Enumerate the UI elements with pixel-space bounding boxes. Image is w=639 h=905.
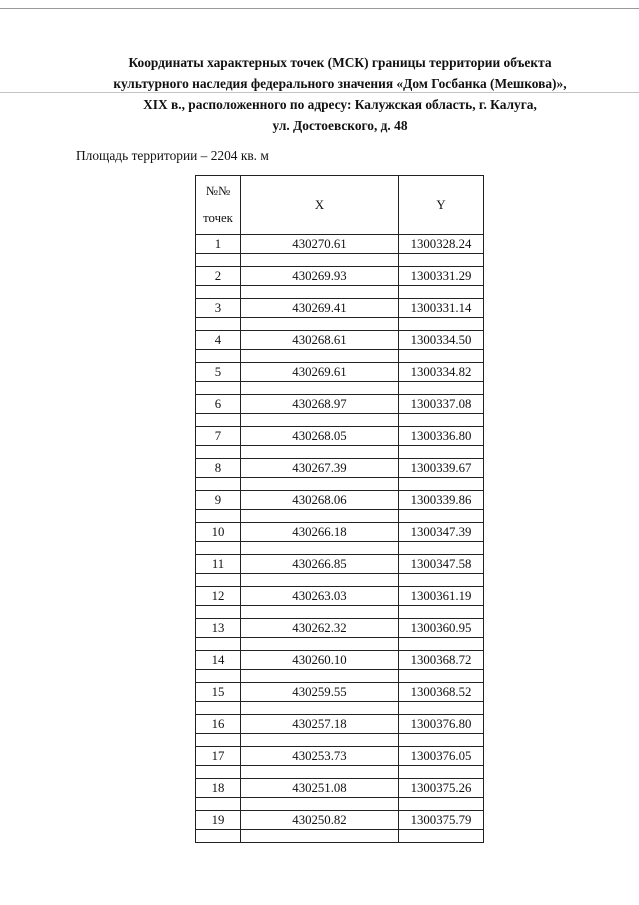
header-point-number (196, 176, 241, 235)
table-spacer-row (196, 670, 484, 683)
empty-cell (241, 510, 399, 523)
empty-cell (399, 542, 484, 555)
point-number-cell: 8 (196, 459, 241, 478)
empty-cell (196, 318, 241, 331)
empty-cell (241, 254, 399, 267)
y-coordinate-cell: 1300375.26 (399, 779, 484, 798)
empty-cell (399, 830, 484, 843)
empty-cell (399, 574, 484, 587)
table-spacer-row (196, 798, 484, 811)
x-coordinate-cell: 430260.10 (241, 651, 399, 670)
table-spacer-row (196, 510, 484, 523)
empty-cell (241, 638, 399, 651)
point-number-cell: 10 (196, 523, 241, 542)
empty-cell (196, 414, 241, 427)
table-spacer-row (196, 382, 484, 395)
table-row (196, 715, 484, 734)
point-number-cell: 7 (196, 427, 241, 446)
x-coordinate-cell: 430270.61 (241, 235, 399, 254)
empty-cell (241, 766, 399, 779)
empty-cell (399, 638, 484, 651)
document-title (40, 52, 639, 136)
table-row (196, 587, 484, 606)
point-number-cell: 16 (196, 715, 241, 734)
table-row (196, 683, 484, 702)
y-coordinate-cell: 1300368.72 (399, 651, 484, 670)
header-x: X (241, 176, 399, 235)
table-row (196, 651, 484, 670)
table-row (196, 395, 484, 414)
x-coordinate-cell: 430268.05 (241, 427, 399, 446)
table-row (196, 779, 484, 798)
point-number-cell: 6 (196, 395, 241, 414)
table-row (196, 331, 484, 350)
empty-cell (241, 542, 399, 555)
title-line-3: XIX в., расположенного по адресу: Калужская область, г. Калуга, (143, 97, 537, 112)
point-number-cell: 2 (196, 267, 241, 286)
empty-cell (196, 638, 241, 651)
empty-cell (399, 766, 484, 779)
empty-cell (196, 510, 241, 523)
point-number-cell: 11 (196, 555, 241, 574)
table-spacer-row (196, 446, 484, 459)
table-spacer-row (196, 766, 484, 779)
point-number-cell: 18 (196, 779, 241, 798)
table-spacer-row (196, 830, 484, 843)
table-spacer-row (196, 478, 484, 491)
y-coordinate-cell: 1300368.52 (399, 683, 484, 702)
empty-cell (399, 670, 484, 683)
y-coordinate-cell: 1300360.95 (399, 619, 484, 638)
empty-cell (399, 606, 484, 619)
x-coordinate-cell: 430251.08 (241, 779, 399, 798)
point-number-cell: 17 (196, 747, 241, 766)
empty-cell (196, 766, 241, 779)
y-coordinate-cell: 1300347.39 (399, 523, 484, 542)
x-coordinate-cell: 430259.55 (241, 683, 399, 702)
table-spacer-row (196, 286, 484, 299)
table-spacer-row (196, 414, 484, 427)
y-coordinate-cell: 1300337.08 (399, 395, 484, 414)
point-number-cell: 5 (196, 363, 241, 382)
table-row (196, 491, 484, 510)
scan-edge-line-top (0, 8, 639, 9)
table-spacer-row (196, 702, 484, 715)
header-point-number-line-2: точек (203, 211, 233, 225)
table-spacer-row (196, 574, 484, 587)
title-line-4: ул. Достоевского, д. 48 (272, 118, 408, 133)
empty-cell (241, 350, 399, 363)
empty-cell (241, 318, 399, 331)
table-row (196, 619, 484, 638)
table-spacer-row (196, 606, 484, 619)
empty-cell (196, 830, 241, 843)
empty-cell (241, 702, 399, 715)
table-row (196, 555, 484, 574)
empty-cell (399, 478, 484, 491)
y-coordinate-cell: 1300328.24 (399, 235, 484, 254)
y-coordinate-cell: 1300376.05 (399, 747, 484, 766)
table-row (196, 747, 484, 766)
empty-cell (241, 606, 399, 619)
empty-cell (241, 286, 399, 299)
header-point-number-line-1: №№ (205, 184, 231, 198)
table-spacer-row (196, 318, 484, 331)
empty-cell (196, 702, 241, 715)
point-number-cell: 14 (196, 651, 241, 670)
y-coordinate-cell: 1300339.86 (399, 491, 484, 510)
empty-cell (196, 382, 241, 395)
y-coordinate-cell: 1300334.82 (399, 363, 484, 382)
point-number-cell: 3 (196, 299, 241, 318)
empty-cell (196, 670, 241, 683)
x-coordinate-cell: 430257.18 (241, 715, 399, 734)
x-coordinate-cell: 430269.61 (241, 363, 399, 382)
table-row (196, 363, 484, 382)
empty-cell (241, 574, 399, 587)
table-spacer-row (196, 254, 484, 267)
table-spacer-row (196, 638, 484, 651)
x-coordinate-cell: 430263.03 (241, 587, 399, 606)
x-coordinate-cell: 430253.73 (241, 747, 399, 766)
point-number-cell: 15 (196, 683, 241, 702)
x-coordinate-cell: 430266.18 (241, 523, 399, 542)
empty-cell (399, 350, 484, 363)
header-y: Y (399, 176, 484, 235)
empty-cell (399, 510, 484, 523)
empty-cell (196, 254, 241, 267)
x-coordinate-cell: 430268.61 (241, 331, 399, 350)
empty-cell (196, 478, 241, 491)
empty-cell (196, 734, 241, 747)
y-coordinate-cell: 1300331.29 (399, 267, 484, 286)
empty-cell (241, 798, 399, 811)
empty-cell (241, 830, 399, 843)
empty-cell (196, 798, 241, 811)
table-row (196, 427, 484, 446)
point-number-cell: 13 (196, 619, 241, 638)
empty-cell (241, 382, 399, 395)
table-spacer-row (196, 350, 484, 363)
x-coordinate-cell: 430268.06 (241, 491, 399, 510)
x-coordinate-cell: 430262.32 (241, 619, 399, 638)
coordinates-table-body (196, 176, 484, 843)
table-spacer-row (196, 542, 484, 555)
y-coordinate-cell: 1300336.80 (399, 427, 484, 446)
point-number-cell: 1 (196, 235, 241, 254)
point-number-cell: 9 (196, 491, 241, 510)
table-spacer-row (196, 734, 484, 747)
empty-cell (399, 702, 484, 715)
empty-cell (196, 446, 241, 459)
table-row (196, 459, 484, 478)
empty-cell (399, 798, 484, 811)
y-coordinate-cell: 1300376.80 (399, 715, 484, 734)
empty-cell (399, 286, 484, 299)
empty-cell (399, 414, 484, 427)
y-coordinate-cell: 1300347.58 (399, 555, 484, 574)
x-coordinate-cell: 430250.82 (241, 811, 399, 830)
title-line-2: культурного наследия федерального значения «Дом Госбанка (Мешкова)», (113, 76, 567, 91)
empty-cell (399, 318, 484, 331)
x-coordinate-cell: 430268.97 (241, 395, 399, 414)
x-coordinate-cell: 430267.39 (241, 459, 399, 478)
empty-cell (241, 414, 399, 427)
empty-cell (196, 606, 241, 619)
point-number-cell: 12 (196, 587, 241, 606)
x-coordinate-cell: 430269.41 (241, 299, 399, 318)
x-coordinate-cell: 430266.85 (241, 555, 399, 574)
table-row (196, 267, 484, 286)
empty-cell (196, 542, 241, 555)
empty-cell (241, 670, 399, 683)
y-coordinate-cell: 1300375.79 (399, 811, 484, 830)
empty-cell (196, 574, 241, 587)
point-number-cell: 4 (196, 331, 241, 350)
table-row (196, 235, 484, 254)
y-coordinate-cell: 1300331.14 (399, 299, 484, 318)
y-coordinate-cell: 1300339.67 (399, 459, 484, 478)
x-coordinate-cell: 430269.93 (241, 267, 399, 286)
y-coordinate-cell: 1300361.19 (399, 587, 484, 606)
territory-area: Площадь территории – 2204 кв. м (76, 148, 269, 163)
table-row (196, 299, 484, 318)
table-row (196, 811, 484, 830)
table-row (196, 523, 484, 542)
empty-cell (399, 446, 484, 459)
empty-cell (399, 254, 484, 267)
empty-cell (241, 478, 399, 491)
point-number-cell: 19 (196, 811, 241, 830)
y-coordinate-cell: 1300334.50 (399, 331, 484, 350)
empty-cell (399, 734, 484, 747)
table-header-row (196, 176, 484, 235)
empty-cell (196, 286, 241, 299)
empty-cell (241, 734, 399, 747)
empty-cell (399, 382, 484, 395)
coordinates-table (195, 175, 484, 843)
empty-cell (196, 350, 241, 363)
empty-cell (241, 446, 399, 459)
title-line-1: Координаты характерных точек (МСК) границы территории объекта (128, 55, 552, 70)
